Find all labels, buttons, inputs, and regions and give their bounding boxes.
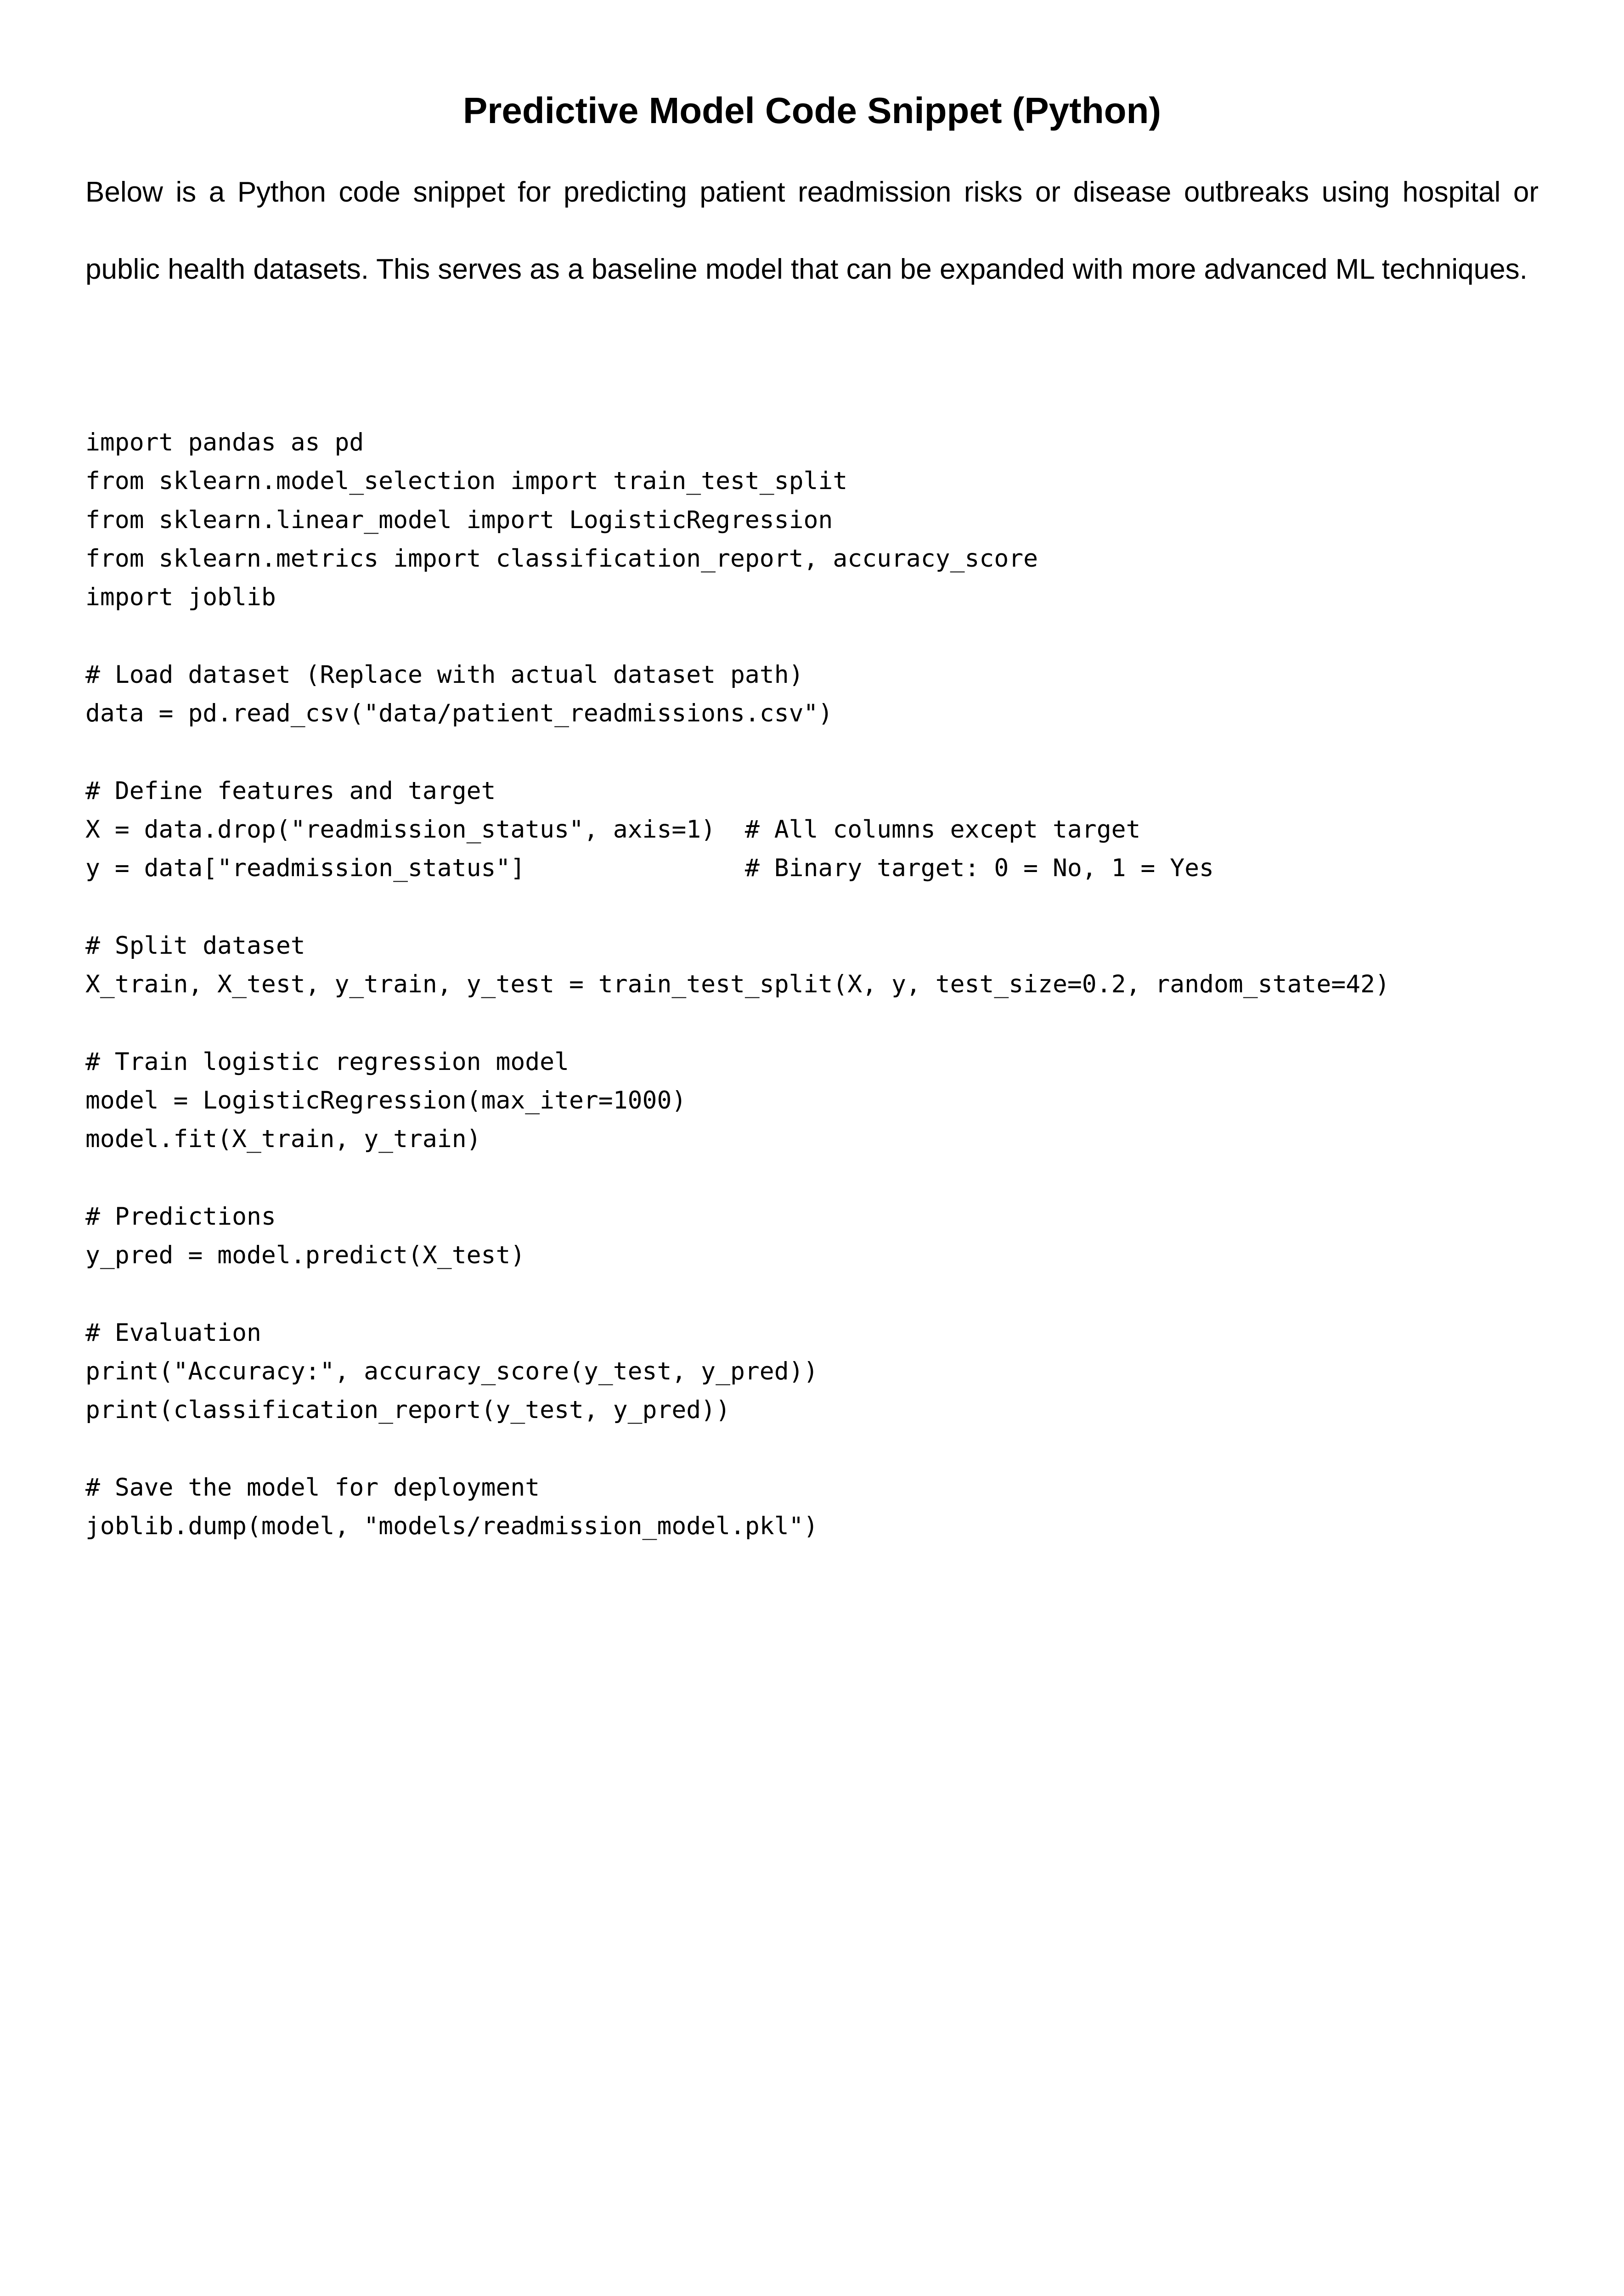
- page-title: Predictive Model Code Snippet (Python): [462, 90, 1162, 131]
- code-line: import joblib: [85, 583, 276, 612]
- code-line: # Train logistic regression model: [85, 1047, 569, 1076]
- code-line: [85, 1275, 1583, 1314]
- code-line: from sklearn.metrics import classification_report, accuracy_score: [85, 544, 1038, 573]
- code-line: y_pred = model.predict(X_test): [85, 1241, 525, 1270]
- code-line: X_train, X_test, y_train, y_test = train_test_split(X, y, test_size=0.2, random_state=42): [85, 970, 1390, 999]
- code-line: [85, 617, 1583, 655]
- code-line: from sklearn.model_selection import train_test_split: [85, 467, 848, 495]
- code-line: [85, 1004, 1583, 1042]
- code-line: print(classification_report(y_test, y_pred)): [85, 1396, 730, 1424]
- code-line: [85, 733, 1583, 771]
- code-line: # Evaluation: [85, 1318, 261, 1347]
- code-line: from sklearn.linear_model import LogisticRegression: [85, 506, 833, 534]
- code-line: model.fit(X_train, y_train): [85, 1125, 481, 1154]
- code-line: [85, 1159, 1583, 1198]
- code-line: # Predictions: [85, 1202, 276, 1231]
- code-line: import pandas as pd: [85, 428, 364, 456]
- code-line: data = pd.read_csv("data/patient_readmissions.csv"): [85, 699, 833, 728]
- code-line: # Split dataset: [85, 931, 305, 960]
- code-line: # Save the model for deployment: [85, 1474, 540, 1502]
- code-line: # Load dataset (Replace with actual dataset path): [85, 660, 804, 689]
- code-line: X = data.drop("readmission_status", axis=1) # All columns except target: [85, 815, 1141, 844]
- code-line: # Define features and target: [85, 777, 496, 805]
- intro-paragraph: Below is a Python code snippet for predicting patient readmission risks or disease outbreaks using hospital or public health datasets. This serves as a baseline model that can be expanded with more advanced ML techniques.: [85, 176, 1539, 285]
- code-line: joblib.dump(model, "models/readmission_model.pkl"): [85, 1512, 818, 1541]
- code-block: [85, 423, 1583, 1546]
- code-line: [85, 1430, 1583, 1469]
- code-line: y = data["readmission_status"] # Binary target: 0 = No, 1 = Yes: [85, 854, 1214, 883]
- code-line: model = LogisticRegression(max_iter=1000): [85, 1086, 687, 1115]
- code-line: print("Accuracy:", accuracy_score(y_test, y_pred)): [85, 1357, 818, 1386]
- code-line: [85, 888, 1583, 927]
